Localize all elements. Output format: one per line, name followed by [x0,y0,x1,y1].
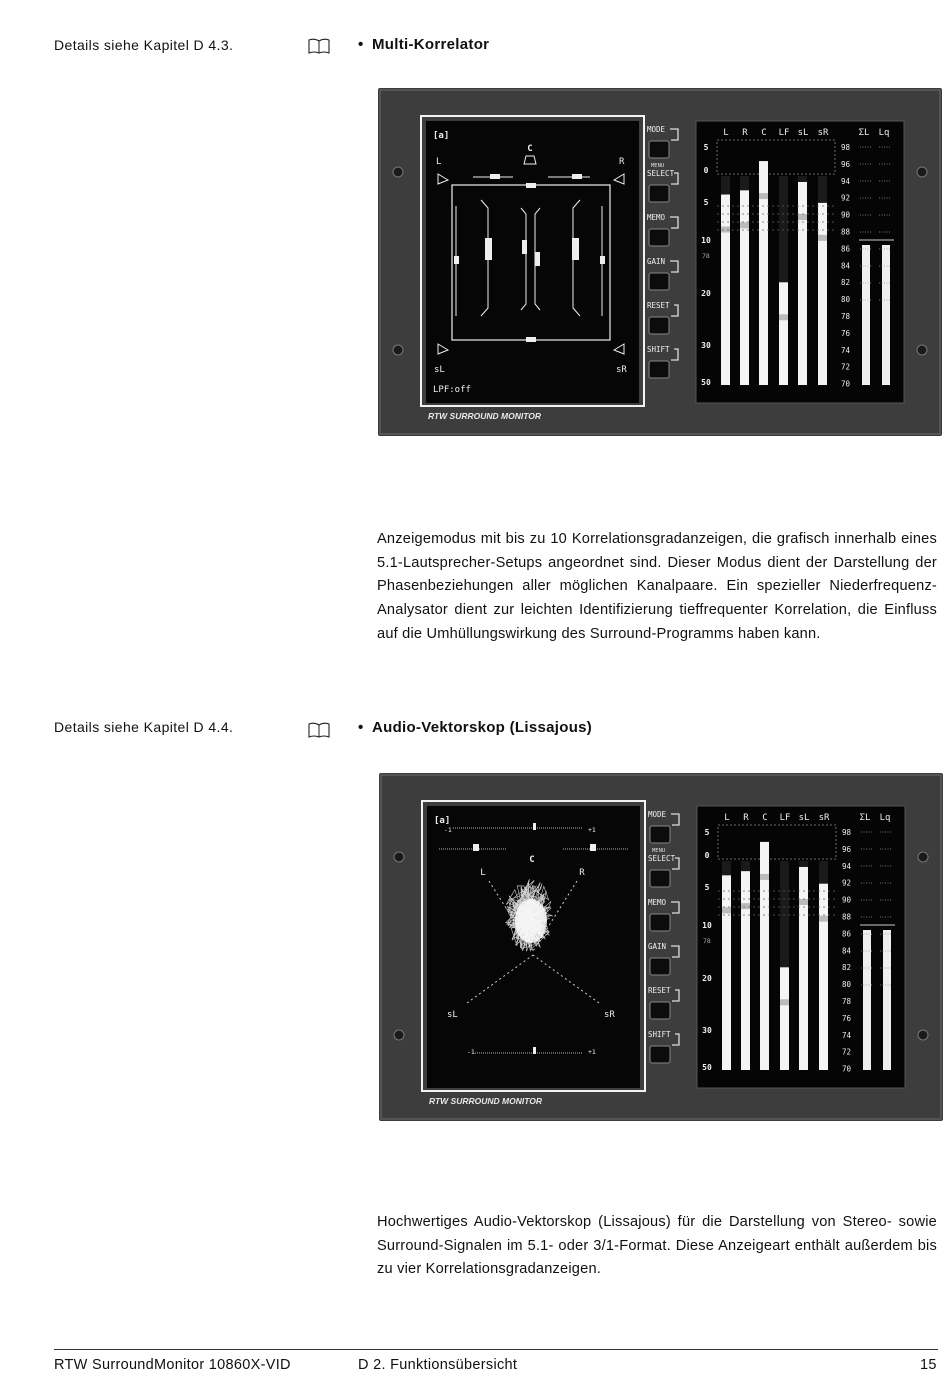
button-label-select: SELECT [647,169,675,178]
correlation-marker [533,823,536,830]
scale-tick-label: 10 [702,921,712,930]
section-title: Multi-Korrelator [372,36,490,53]
correlation-marker [533,1047,536,1054]
scale-tick-label: 5 [704,883,710,892]
correlation-marker [454,256,459,264]
right-scale-label: 86 [842,929,852,939]
right-scale-label: 82 [841,278,851,288]
scale-tick-label: 0 [704,851,710,860]
footer-rule [54,1349,938,1350]
sub-scale-label: 78 [702,252,710,260]
lissajous-core [515,899,547,943]
channel-label: ΣL [858,128,870,138]
screw-icon [917,167,927,177]
right-scale-label: 78 [842,997,852,1006]
button-label-gain: GAIN [648,942,667,951]
scale-minus-label: -1 [444,826,452,834]
correlation-marker [572,174,582,179]
correlation-marker [526,337,536,342]
channel-label: sL [798,813,810,823]
right-scale-label: 88 [842,912,852,922]
right-scale-label: 86 [841,244,851,254]
book-icon [308,38,330,54]
level-meter-bar [740,190,749,385]
scale-tick-label: 50 [702,1063,712,1072]
speaker-label-sr: sR [616,365,627,375]
footer-title: RTW SurroundMonitor 10860X-VID [54,1357,291,1373]
mode-badge: [a] [433,131,450,141]
right-scale-label: 76 [841,328,851,338]
channel-label: ΣL [859,813,871,823]
section-title: Audio-Vektorskop (Lissajous) [372,719,593,736]
screw-icon [393,345,403,355]
speaker-label-sr: sR [604,1010,615,1020]
screw-icon [394,852,404,862]
level-meter-bar [741,871,750,1070]
select-button [649,185,669,202]
right-scale-label: 70 [842,1064,852,1074]
level-meter-bar [721,195,730,385]
screw-icon [393,167,403,177]
description-paragraph: Hochwertiges Audio-Vektorskop (Lissajous) für die Darstellung von Stereo- sowie Surround-Signalen im 5.1- oder 3/1-Format. Diese Anzeigeart enthält außerdem bis zu vier Korrelationsgradanzeigen. [377,1214,937,1278]
right-scale-label: 72 [842,1047,852,1057]
right-scale-label: 70 [841,379,851,389]
button-label-memo: MEMO [648,898,667,907]
channel-label: sR [818,813,830,823]
channel-label: L [724,813,730,823]
correlation-marker [526,183,536,188]
button-label-select: SELECT [648,854,676,863]
bullet-mark: • [358,36,364,53]
menu-label: MENU [651,163,665,169]
right-scale-label: 76 [842,1013,852,1023]
channel-label: C [762,813,768,823]
surround-monitor-device-correlator [378,88,942,436]
correlation-marker [535,252,540,266]
right-scale-label: 74 [842,1030,852,1040]
screw-icon [917,345,927,355]
screw-icon [918,852,928,862]
right-scale-label: 96 [842,844,852,854]
mode-badge: [a] [434,816,451,826]
peak-hold-mark [740,222,749,228]
shift-button [649,361,669,378]
right-scale-label: 72 [841,362,851,372]
scale-tick-label: 30 [702,1026,712,1035]
right-scale-label: 94 [841,176,851,186]
scale-tick-label: 30 [701,341,711,350]
speaker-label-sl: sL [447,1010,458,1020]
scale-tick-label: 20 [702,974,712,983]
page-number: 15 [920,1357,937,1373]
right-scale-label: 96 [841,159,851,169]
right-scale-label: 92 [841,193,851,203]
peak-hold-mark [819,916,828,922]
correlation-marker [490,174,500,179]
correlation-marker [473,844,479,851]
level-meter-bar [798,182,807,385]
correlation-marker [522,240,527,254]
channel-label: LF [778,128,790,138]
channel-label: C [761,128,767,138]
memo-button [650,914,670,931]
speaker-label-sl: sL [434,365,445,375]
channel-label: sR [817,128,829,138]
right-scale-label: 98 [841,143,851,152]
peak-hold-mark [721,227,730,233]
gain-button [649,273,669,290]
section-heading [358,36,489,53]
sub-scale-label: 78 [703,937,711,945]
section-heading [358,719,592,736]
channel-label: Lq [878,128,890,138]
peak-hold-mark [799,899,808,905]
speaker-label-l: L [436,157,442,167]
reset-button [650,1002,670,1019]
screw-icon [394,1030,404,1040]
scale-minus-label: -1 [467,1048,475,1056]
scale-tick-label: 5 [703,143,709,152]
right-scale-label: 94 [842,861,852,871]
scale-tick-label: 20 [701,289,711,298]
surround-monitor-device-vectorscope [379,773,943,1121]
mode-button [649,141,669,158]
peak-hold-mark [759,193,768,199]
button-label-mode: MODE [647,125,666,134]
right-scale-label: 90 [841,210,851,220]
scale-tick-label: 10 [701,236,711,245]
right-scale-label: 80 [841,295,851,305]
menu-label: MENU [652,848,666,854]
speaker-label-r: R [579,868,585,878]
memo-button [649,229,669,246]
channel-label: R [742,128,748,138]
right-scale-label: 90 [842,895,852,905]
level-meter-bar [819,884,828,1070]
right-scale-label: 84 [842,946,852,956]
right-scale-label: 74 [841,345,851,355]
peak-hold-mark [722,907,731,913]
description-paragraph: Anzeigemodus mit bis zu 10 Korrelationsgradanzeigen, die grafisch innerhalb eines 5.1-Lautsprecher-Setups angeordnet sind. Dieser Modus dient der Darstellung der Phasenbeziehungen aller möglichen Kanalpaare. Ein spezieller Niederfrequenz-Analysator dient zur leichten Identifizierung tieffrequenter Korrelation, die Einfluss auf die Umhüllungswirkung des Surround-Programms haben kann. [377,531,937,642]
right-scale-label: 80 [842,980,852,990]
level-meter-bar [722,875,731,1070]
right-scale-label: 92 [842,878,852,888]
peak-hold-mark [760,874,769,880]
button-label-shift: SHIFT [647,345,670,354]
speaker-label-r: R [619,157,625,167]
level-meter-bar [780,967,789,1070]
sum-meter-bar [883,930,891,1070]
right-scale-label: 78 [841,312,851,321]
chapter-reference: Details siehe Kapitel D 4.3. [54,37,234,53]
peak-hold-mark [741,903,750,909]
right-scale-label: 84 [841,261,851,271]
button-label-reset: RESET [648,986,671,995]
right-scale-label: 82 [842,963,852,973]
button-label-mode: MODE [648,810,667,819]
peak-hold-mark [818,235,827,241]
button-label-gain: GAIN [647,257,666,266]
button-label-memo: MEMO [647,213,666,222]
peak-hold-mark [798,214,807,220]
reset-button [649,317,669,334]
speaker-label-c: C [527,144,533,154]
book-icon [308,722,330,738]
right-scale-label: 88 [841,227,851,237]
sum-meter-bar [882,245,890,385]
scale-tick-label: 5 [703,198,709,207]
peak-hold-mark [780,999,789,1005]
scale-tick-label: 0 [703,166,709,175]
scale-plus-label: +1 [588,826,596,834]
channel-label: LF [779,813,791,823]
scale-tick-label: 50 [701,378,711,387]
scale-tick-label: 5 [704,828,710,837]
speaker-label-c: C [529,855,535,865]
channel-label: R [743,813,749,823]
correlation-marker [485,238,492,260]
channel-label: L [723,128,729,138]
correlation-marker [572,238,579,260]
screw-icon [918,1030,928,1040]
brand-label: RTW SURROUND MONITOR [429,1096,543,1106]
right-scale-label: 98 [842,828,852,837]
channel-label: sL [797,128,809,138]
speaker-label-l: L [480,868,486,878]
footer-chapter: D 2. Funktionsübersicht [358,1357,518,1373]
bullet-mark: • [358,719,364,736]
button-label-shift: SHIFT [648,1030,671,1039]
mode-button [650,826,670,843]
scale-plus-label: +1 [588,1048,596,1056]
correlation-marker [600,256,605,264]
chapter-reference: Details siehe Kapitel D 4.4. [54,719,234,735]
lpf-status: LPF:off [433,385,471,395]
level-meter-bar [779,282,788,385]
brand-label: RTW SURROUND MONITOR [428,411,542,421]
select-button [650,870,670,887]
peak-hold-mark [779,314,788,320]
shift-button [650,1046,670,1063]
correlation-marker [590,844,596,851]
channel-label: Lq [879,813,891,823]
level-meter-bar [799,867,808,1070]
gain-button [650,958,670,975]
button-label-reset: RESET [647,301,670,310]
